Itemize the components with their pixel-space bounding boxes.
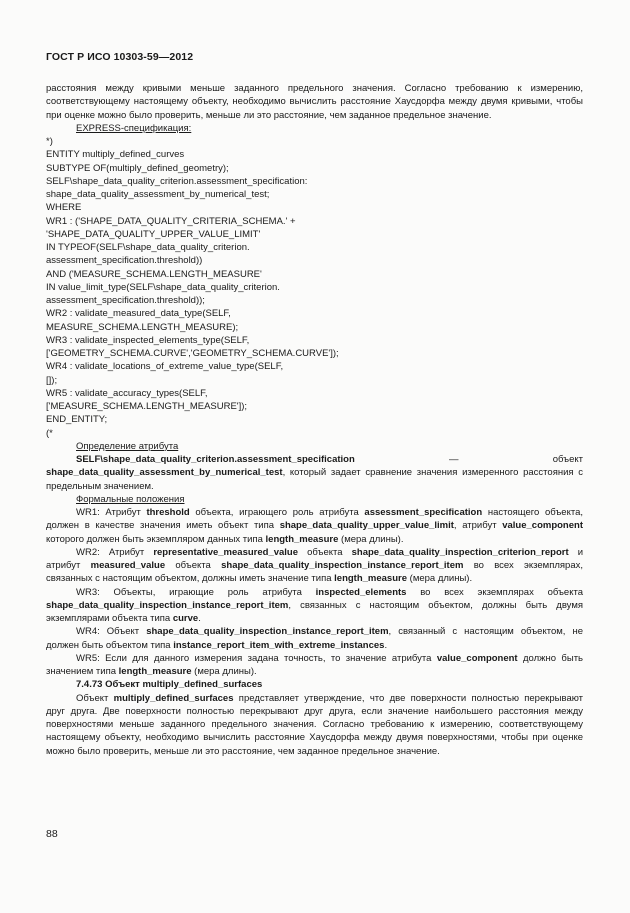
code-line: assessment_specification.threshold)); [46,295,205,306]
text-run: которого должен быть экземпляром данных типа [46,533,266,545]
text-run: . [384,639,388,651]
code-line: shape_data_quality_assessment_by_numerical_test; [46,189,270,200]
text-run: WR1: Атрибут [76,507,147,518]
section-heading [46,678,583,691]
code-line: SELF\shape_data_quality_criterion.assessment_specification: [46,175,308,187]
term: multiply_defined_surfaces [113,692,234,704]
code-line: WR1 : ('SHAPE_DATA_QUALITY_CRITERIA_SCHEMA.' + [46,215,296,227]
text-run: должно быть значением типа [46,652,583,677]
code-line: WR5 : validate_accuracy_types(SELF, [46,387,208,399]
text-run: и атрибут [46,546,583,571]
code-line: ENTITY multiply_defined_curves [46,149,185,161]
term: length_measure [334,573,408,585]
term: instance_report_item_with_extreme_instances [173,639,385,651]
term: shape_data_quality_inspection_instance_report_item [146,626,389,638]
text-run: во всех экземплярах, связанных с настоящим объектом, должны иметь значение типа [46,560,584,585]
wr4-paragraph [46,625,583,652]
code-line: IN TYPEOF(SELF\shape_data_quality_criterion. [46,242,250,253]
text-run: WR2: Атрибут [76,546,154,558]
text-run: , атрибут [453,520,503,532]
text-run: WR4: Объект [76,626,147,638]
text-run: (мера длины). [407,573,473,585]
code-line: ['MEASURE_SCHEMA.LENGTH_MEASURE']); [46,401,248,412]
code-line: WR3 : validate_inspected_elements_type(SELF, [46,334,250,346]
attr-type: shape_data_quality_assessment_by_numerical_test [46,467,283,479]
attr-name: SELF\shape_data_quality_criterion.assessment_specification [76,454,355,465]
formal-heading: Формальные положения [76,493,185,505]
text-run: . [198,613,201,624]
attr-def-heading-line [46,440,583,453]
text-run: WR3: Объекты, играющие роль атрибута [76,586,316,598]
formal-heading-line [46,493,583,506]
term: length_measure [118,666,192,677]
code-line: assessment_specification.threshold)) [46,255,203,267]
attr-def-heading: Определение атрибута [76,440,179,452]
page-content [46,82,583,758]
code-line: 'SHAPE_DATA_QUALITY_UPPER_VALUE_LIMIT' [46,228,261,240]
code-line: WR4 : validate_locations_of_extreme_value_type(SELF, [46,361,284,373]
code-line: SUBTYPE OF(multiply_defined_geometry); [46,162,229,174]
term: inspected_elements [315,586,407,598]
text-run: WR5: Если для данного измерения задана точность, то значение атрибута [76,652,437,664]
text-run: объекта [298,546,352,558]
text-run: , который задает сравнение значения измеренного расстояния с предельным значением. [46,467,583,492]
term: representative_measured_value [153,546,299,558]
code-line: *) [46,136,53,147]
code-line: (* [46,427,53,439]
term: measured_value [90,560,166,571]
code-line: END_ENTITY; [46,414,108,426]
text-run: во всех экземплярах объекта [406,586,584,598]
code-line: AND ('MEASURE_SCHEMA.LENGTH_MEASURE' [46,268,262,280]
express-code-block [46,135,583,440]
term: shape_data_quality_inspection_instance_report_item [46,599,289,611]
express-heading-line [46,122,583,135]
term: assessment_specification [364,507,483,518]
term: shape_data_quality_inspection_criterion_report [351,546,569,558]
wr2-paragraph [46,546,583,586]
code-line: WHERE [46,202,82,214]
term: shape_data_quality_upper_value_limit [279,520,454,532]
text-run: настоящего объекта, должен в качестве значения иметь объект типа [46,507,584,532]
section-number: 7.4.73 [76,679,103,691]
text-run: Объект [76,692,114,704]
section-title: Объект multiply_defined_surfaces [105,679,263,691]
term: shape_data_quality_inspection_instance_report_item [221,560,464,571]
code-line: IN value_limit_type(SELF\shape_data_quality_criterion. [46,281,280,293]
surfaces-paragraph [46,692,583,758]
term: length_measure [265,533,339,545]
term: value_component [502,520,583,532]
text-run: объекта, играющего роль атрибута [189,507,365,518]
intro-paragraph: расстояния между кривыми меньше заданного предельного значения. Согласно требованию к измерению, соответствующему настоящему объекту, необходимо вычислить расстояние Хаусдорфа между двумя кривыми, чтобы при оценке можно было проверить, меньше ли это расстояние, чем заданное предельное значение. [46,83,583,121]
page-number: 88 [46,828,58,840]
attr-def-paragraph [46,453,583,493]
page-header: ГОСТ Р ИСО 10303-59—2012 [46,51,194,63]
code-line: MEASURE_SCHEMA.LENGTH_MEASURE); [46,321,239,333]
text-run: (мера длины). [338,533,404,545]
text-run: представляет утверждение, что две поверхности полностью перекрывают друг друга. Две поверхности полностью перекрывают друг друга, если значение наибольшего расстояния между поверхностями меньше заданного предельного значения. Согласно требованию к измерению, соответствующему настоящему объекту, необходимо вычислить расстояние Хаусдорфа между двумя поверхностями, чтобы при оценке можно было проверить, меньше ли это расстояние, чем заданное предельное значение. [46,692,583,757]
wr1-paragraph [46,506,583,546]
text-run: , связанных с настоящим объектом, должны быть двумя экземплярами объекта типа [46,599,583,624]
text-run: (мера длины). [191,666,257,677]
code-line: ['GEOMETRY_SCHEMA.CURVE','GEOMETRY_SCHEMA.CURVE']); [46,348,339,359]
text-run: , связанный с настоящим объектом, не должен быть объектом типа [46,626,583,651]
wr5-paragraph [46,652,583,679]
text-run: — объект [354,454,583,465]
term: value_component [436,652,518,664]
code-line: WR2 : validate_measured_data_type(SELF, [46,308,231,320]
text-run: объекта [165,560,222,571]
wr3-paragraph [46,586,583,626]
express-heading: EXPRESS-спецификация: [76,122,192,134]
code-line: []); [46,374,58,386]
term: threshold [146,507,190,518]
term: curve [172,613,199,624]
